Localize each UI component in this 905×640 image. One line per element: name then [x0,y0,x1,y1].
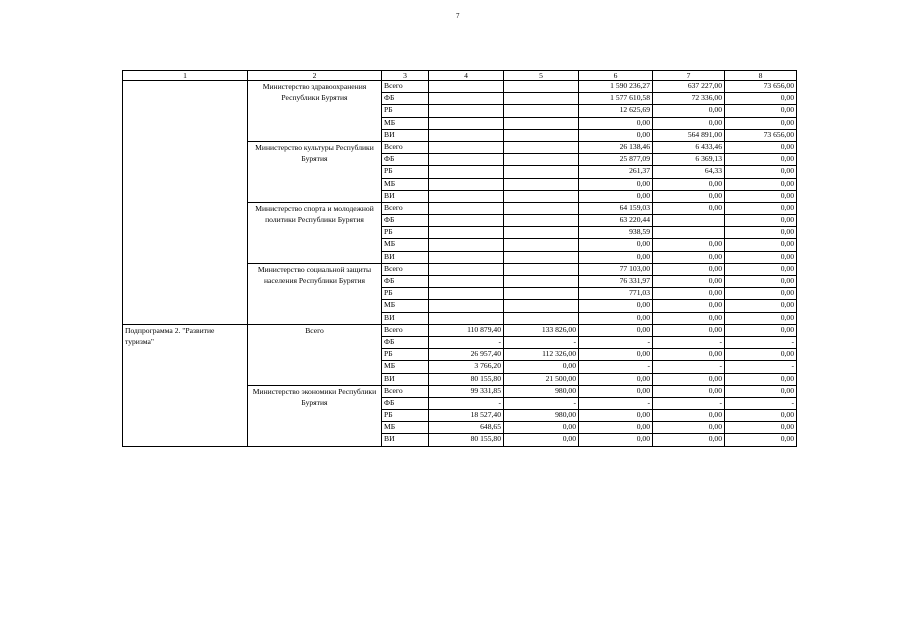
value-cell: 6 369,13 [653,154,725,166]
value-cell: 0,00 [725,178,797,190]
value-cell [504,190,579,202]
value-cell: 0,00 [504,434,579,446]
value-cell: 0,00 [579,300,653,312]
funding-source-cell: Всего [382,324,429,336]
value-cell: 0,00 [579,422,653,434]
budget-table [122,70,797,447]
value-cell: 0,00 [653,251,725,263]
funding-source-cell: МБ [382,422,429,434]
value-cell: 0,00 [653,263,725,275]
value-cell: 0,00 [725,154,797,166]
value-cell [429,141,504,153]
value-cell [504,288,579,300]
value-cell: 0,00 [725,263,797,275]
value-cell: 0,00 [725,239,797,251]
value-cell: 0,00 [579,117,653,129]
funding-source-cell: РБ [382,288,429,300]
value-cell: 0,00 [579,178,653,190]
subprogram-title-cell: Подпрограмма 2. "Развитие туризма" [123,324,248,446]
value-cell: 63 220,44 [579,215,653,227]
value-cell: 1 590 236,27 [579,81,653,93]
value-cell [429,166,504,178]
value-cell: 261,37 [579,166,653,178]
value-cell [504,215,579,227]
funding-source-cell: ФБ [382,336,429,348]
value-cell: 1 577 610,58 [579,93,653,105]
value-cell [504,105,579,117]
value-cell [429,227,504,239]
value-cell: 18 527,40 [429,410,504,422]
value-cell: - [725,397,797,409]
value-cell: 64,33 [653,166,725,178]
executor-cell: Министерство социальной защиты населения Республики Бурятия [248,263,382,324]
page-number: 7 [456,12,460,20]
funding-source-cell: Всего [382,385,429,397]
value-cell: 0,00 [725,227,797,239]
funding-source-cell: ВИ [382,434,429,446]
value-cell: - [504,397,579,409]
value-cell: 77 103,00 [579,263,653,275]
funding-source-cell: ФБ [382,215,429,227]
value-cell: 12 625,69 [579,105,653,117]
value-cell [504,276,579,288]
funding-source-cell: РБ [382,410,429,422]
value-cell: 0,00 [579,239,653,251]
funding-source-cell: Всего [382,141,429,153]
funding-source-cell: МБ [382,178,429,190]
value-cell: - [653,336,725,348]
value-cell: 0,00 [725,312,797,324]
funding-source-cell: ФБ [382,397,429,409]
value-cell: 0,00 [725,251,797,263]
column-header: 5 [504,71,579,81]
value-cell: 0,00 [653,324,725,336]
value-cell [504,166,579,178]
column-header: 2 [248,71,382,81]
value-cell: - [653,397,725,409]
program-cell [123,81,248,325]
executor-cell: Всего [248,324,382,385]
value-cell: 0,00 [725,141,797,153]
value-cell: 73 656,00 [725,129,797,141]
value-cell: 0,00 [725,434,797,446]
value-cell [429,276,504,288]
executor-cell: Министерство спорта и молодежной политики Республики Бурятия [248,202,382,263]
funding-source-cell: ФБ [382,154,429,166]
funding-source-cell: ФБ [382,276,429,288]
value-cell [504,81,579,93]
value-cell: 73 656,00 [725,81,797,93]
value-cell: 110 879,40 [429,324,504,336]
value-cell: 26 138,46 [579,141,653,153]
executor-cell: Министерство культуры Республики Бурятия [248,141,382,202]
value-cell [504,141,579,153]
value-cell: 80 155,80 [429,434,504,446]
funding-source-cell: Всего [382,263,429,275]
value-cell: 0,00 [579,373,653,385]
value-cell [429,215,504,227]
value-cell: 0,00 [579,385,653,397]
value-cell: 771,03 [579,288,653,300]
value-cell [429,263,504,275]
value-cell: - [429,336,504,348]
value-cell: 938,59 [579,227,653,239]
value-cell: 99 331,85 [429,385,504,397]
value-cell: 0,00 [725,105,797,117]
funding-source-cell: РБ [382,105,429,117]
value-cell: 0,00 [653,178,725,190]
funding-source-cell: МБ [382,361,429,373]
value-cell [429,93,504,105]
funding-source-cell: РБ [382,227,429,239]
value-cell [504,312,579,324]
value-cell [429,178,504,190]
value-cell: 0,00 [653,239,725,251]
value-cell: 0,00 [579,349,653,361]
value-cell: 0,00 [725,215,797,227]
value-cell: 0,00 [653,312,725,324]
funding-source-cell: ВИ [382,190,429,202]
value-cell: 0,00 [579,129,653,141]
value-cell: 0,00 [653,373,725,385]
value-cell: 0,00 [725,385,797,397]
value-cell [504,202,579,214]
value-cell: 0,00 [504,361,579,373]
value-cell: 0,00 [653,349,725,361]
value-cell: 0,00 [579,312,653,324]
funding-source-cell: Всего [382,202,429,214]
value-cell [429,117,504,129]
value-cell: 0,00 [725,422,797,434]
value-cell: 0,00 [579,324,653,336]
funding-source-cell: ФБ [382,93,429,105]
value-cell: 980,00 [504,410,579,422]
value-cell: 0,00 [725,324,797,336]
funding-source-cell: ВИ [382,129,429,141]
value-cell [504,300,579,312]
value-cell: 0,00 [653,117,725,129]
value-cell [504,117,579,129]
value-cell [504,154,579,166]
funding-source-cell: ВИ [382,251,429,263]
value-cell: 0,00 [653,434,725,446]
column-header: 1 [123,71,248,81]
value-cell [504,251,579,263]
value-cell [429,81,504,93]
value-cell: - [725,361,797,373]
value-cell: 0,00 [653,276,725,288]
value-cell [429,288,504,300]
value-cell [504,178,579,190]
value-cell [504,263,579,275]
value-cell: 648,65 [429,422,504,434]
value-cell: 112 326,00 [504,349,579,361]
value-cell: 25 877,09 [579,154,653,166]
funding-source-cell: МБ [382,300,429,312]
value-cell: 980,00 [504,385,579,397]
table-row [123,324,797,336]
value-cell: 0,00 [725,190,797,202]
value-cell [429,190,504,202]
value-cell: 0,00 [653,105,725,117]
value-cell: 0,00 [653,202,725,214]
column-header: 8 [725,71,797,81]
value-cell: 3 766,20 [429,361,504,373]
value-cell [429,239,504,251]
value-cell: 0,00 [579,410,653,422]
value-cell: - [579,336,653,348]
value-cell: - [429,397,504,409]
funding-source-cell: МБ [382,117,429,129]
value-cell [504,227,579,239]
value-cell: 0,00 [579,434,653,446]
value-cell: 26 957,40 [429,349,504,361]
value-cell: 133 826,00 [504,324,579,336]
value-cell [653,227,725,239]
value-cell: 0,00 [725,288,797,300]
value-cell: 0,00 [725,166,797,178]
value-cell: - [653,361,725,373]
value-cell [429,300,504,312]
value-cell: 0,00 [725,410,797,422]
value-cell [429,251,504,263]
column-header: 7 [653,71,725,81]
funding-source-cell: РБ [382,349,429,361]
table-header-row [123,71,797,81]
value-cell [429,312,504,324]
column-header: 4 [429,71,504,81]
value-cell [653,215,725,227]
value-cell: 21 500,00 [504,373,579,385]
funding-source-cell: ВИ [382,312,429,324]
value-cell: 0,00 [725,276,797,288]
funding-source-cell: МБ [382,239,429,251]
executor-cell: Министерство экономики Республики Бурятия [248,385,382,446]
value-cell [429,105,504,117]
value-cell [429,129,504,141]
value-cell: - [504,336,579,348]
value-cell: - [579,397,653,409]
funding-source-cell: Всего [382,81,429,93]
value-cell: 564 891,00 [653,129,725,141]
table-row [123,81,797,93]
value-cell: 0,00 [725,300,797,312]
value-cell: - [725,336,797,348]
value-cell: - [579,361,653,373]
value-cell: 0,00 [725,117,797,129]
value-cell [504,129,579,141]
funding-source-cell: ВИ [382,373,429,385]
value-cell: 72 336,00 [653,93,725,105]
value-cell: 0,00 [653,190,725,202]
value-cell: 0,00 [653,422,725,434]
executor-cell: Министерство здравоохранения Республики Бурятия [248,81,382,142]
value-cell: 80 155,80 [429,373,504,385]
value-cell [504,93,579,105]
value-cell: 64 159,03 [579,202,653,214]
value-cell: 0,00 [725,349,797,361]
value-cell: 76 331,97 [579,276,653,288]
value-cell: 0,00 [653,300,725,312]
value-cell: 0,00 [653,385,725,397]
value-cell: 0,00 [579,190,653,202]
value-cell [429,202,504,214]
value-cell: 0,00 [725,373,797,385]
value-cell: 0,00 [504,422,579,434]
value-cell [504,239,579,251]
column-header: 6 [579,71,653,81]
value-cell: 0,00 [725,202,797,214]
value-cell: 0,00 [579,251,653,263]
funding-source-cell: РБ [382,166,429,178]
value-cell: 0,00 [653,288,725,300]
value-cell [429,154,504,166]
value-cell: 637 227,00 [653,81,725,93]
value-cell: 6 433,46 [653,141,725,153]
value-cell: 0,00 [653,410,725,422]
value-cell: 0,00 [725,93,797,105]
column-header: 3 [382,71,429,81]
